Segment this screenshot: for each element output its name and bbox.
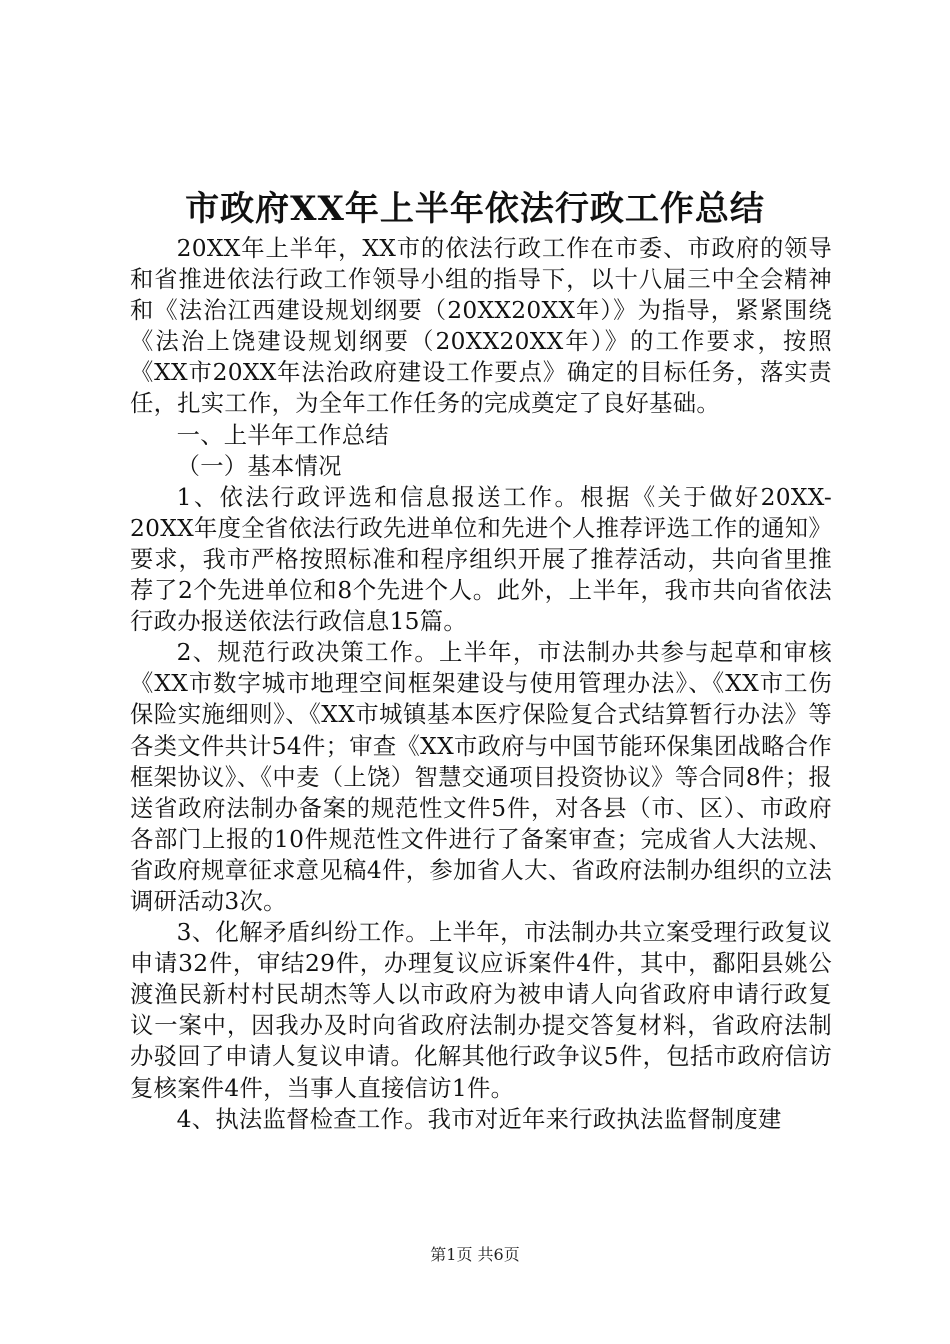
paragraph-item-2: 2、规范行政决策工作。上半年，市法制办共参与起草和审核《XX市数字城市地理空间框架建设与使用管理办法》、《XX市工伤保险实施细则》、《XX市城镇基本医疗保险复合式结算暂行办法》等各类文件共计54件；审查《XX市政府与中国节能环保集团战略合作框架协议》、《中麦（上饶）智慧交通项目投资协议》等合同8件；报送省政府法制办备案的规范性文件5件，对各县（市、区）、市政府各部门上报的10件规范性文件进行了备案审查；完成省人大法规、省政府规章征求意见稿4件，参加省人大、省政府法制办组织的立法调研活动3次。: [130, 639, 832, 915]
subsection-heading: （一）基本情况: [176, 452, 342, 480]
paragraph-item-3: 3、化解矛盾纠纷工作。上半年，市法制办共立案受理行政复议申请32件，审结29件，办理复议应诉案件4件，其中，鄱阳县姚公渡渔民新村村民胡杰等人以市政府为被申请人向省政府申请行政复议一案中，因我办及时向省政府法制办提交答复材料，省政府法制办驳回了申请人复议申请。化解其他行政争议5件，包括市政府信访复核案件4件，当事人直接信访1件。: [130, 919, 832, 1102]
paragraph-intro: 20XX年上半年，XX市的依法行政工作在市委、市政府的领导和省推进依法行政工作领导小组的指导下，以十八届三中全会精神和《法治江西建设规划纲要（20XX20XX年）》为指导，紧紧围绕《法治上饶建设规划纲要（20XX20XX年）》的工作要求，按照《XX市20XX年法治政府建设工作要点》确定的目标任务，落实责任，扎实工作，为全年工作任务的完成奠定了良好基础。: [130, 235, 832, 418]
document-title: 市政府XX年上半年依法行政工作总结: [185, 189, 765, 229]
paragraph-item-1: 1、依法行政评选和信息报送工作。根据《关于做好20XX-20XX年度全省依法行政先进单位和先进个人推荐评选工作的通知》要求，我市严格按照标准和程序组织开展了推荐活动，共向省里推荐了2个先进单位和8个先进个人。此外，上半年，我市共向省依法行政办报送依法行政信息15篇。: [130, 483, 832, 636]
page-number-footer: 第1页 共6页: [430, 1245, 520, 1264]
paragraph-item-4: 4、执法监督检查工作。我市对近年来行政执法监督制度建: [176, 1105, 782, 1133]
section-heading: 一、上半年工作总结: [176, 421, 389, 449]
document-body: [130, 233, 832, 1135]
